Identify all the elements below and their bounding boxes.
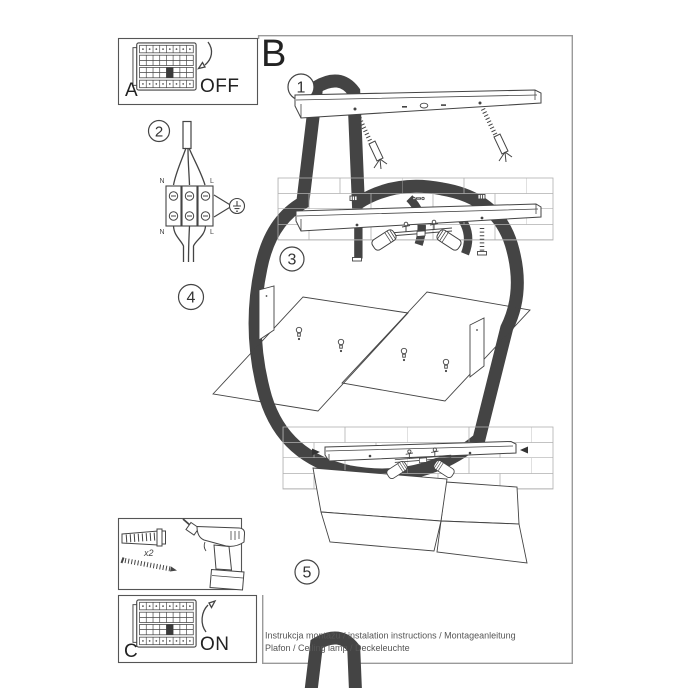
step-1-number: 1	[296, 79, 306, 97]
step-2-wiring	[149, 121, 245, 263]
power-cable	[183, 122, 191, 149]
switch-off-label: OFF	[200, 76, 240, 97]
anchor-quantity-label: x2	[144, 548, 154, 558]
step-3-number: 3	[287, 251, 297, 269]
panel-end-plate-left	[259, 286, 274, 340]
wire-label-l-bottom: L	[210, 229, 214, 236]
step-4-number: 4	[186, 289, 196, 307]
panel-right-upper	[441, 482, 519, 524]
section-c-label: C	[124, 641, 138, 662]
tools-box	[119, 519, 245, 591]
breaker-panel-icon	[133, 600, 196, 647]
mounting-bar	[295, 90, 541, 118]
wire-label-n-bottom: N	[159, 229, 165, 236]
wire-label-n-top: N	[159, 178, 165, 185]
section-b-label: B	[261, 33, 287, 75]
panel-right-lower	[437, 521, 527, 563]
screw-anchor-icon-right	[483, 109, 512, 162]
step-5-figure	[283, 427, 553, 584]
breaker-panel-icon	[133, 43, 196, 90]
caption-line-2: Plafon / Ceiling lamp / Deckeleuchte	[265, 643, 410, 653]
caption-line-1: Instrukcja montażu / instalation instructions / Montageanleitung	[265, 630, 516, 641]
section-a-label: A	[125, 80, 138, 101]
section-c	[119, 596, 518, 688]
step-5-number: 5	[302, 564, 312, 582]
step-2-number: 2	[154, 123, 164, 141]
fixture-wires	[174, 226, 206, 262]
supply-wires	[174, 148, 206, 185]
ground-symbol-icon	[214, 195, 245, 217]
hand-icon	[255, 81, 517, 475]
switch-on-label: ON	[200, 634, 230, 655]
wire-label-l-top: L	[210, 178, 214, 185]
panel-end-plate-right	[470, 318, 484, 377]
